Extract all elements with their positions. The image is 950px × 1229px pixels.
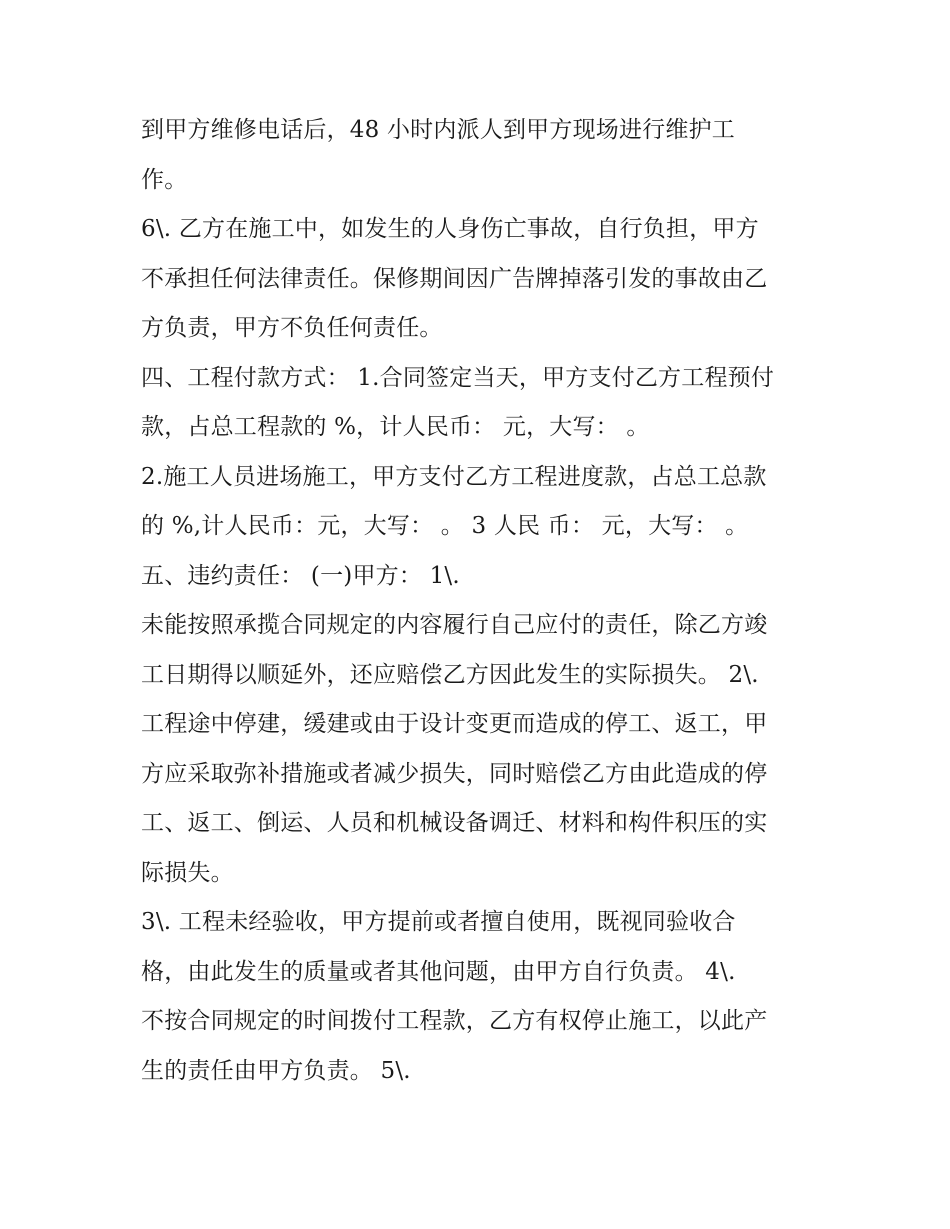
text-line: 方应采取弥补措施或者减少损失，同时赔偿乙方由此造成的停 xyxy=(141,760,768,787)
text-line: 款，占总工程款的 %，计人民币： 元，大写： 。 xyxy=(141,414,650,440)
text-line: 工、返工、倒运、人员和机械设备调迁、材料和构件积压的实 xyxy=(141,810,768,836)
text-line: 四、工程付款方式： 1.合同签定当天，甲方支付乙方工程预付 xyxy=(141,364,775,391)
contract-text xyxy=(141,106,831,1096)
text-line: 不承担任何法律责任。保修期间因广告牌掉落引发的事故由乙 xyxy=(141,265,768,292)
text-line: 到甲方维修电话后，48 小时内派人到甲方现场进行维护工 xyxy=(141,117,735,143)
text-line: 2.施工人员进场施工，甲方支付乙方工程进度款，占总工总款 xyxy=(141,463,767,490)
text-line: 五、违约责任： (一)甲方： 1\. xyxy=(141,562,460,589)
text-line: 工程途中停建，缓建或由于设计变更而造成的停工、返工，甲 xyxy=(141,711,768,737)
text-line: 6\. 乙方在施工中，如发生的人身伤亡事故，自行负担，甲方 xyxy=(141,216,759,242)
text-line: 的 %,计人民币：元，大写： 。 3 人民 币： 元，大写： 。 xyxy=(141,513,749,539)
text-line: 不按合同规定的时间拨付工程款，乙方有权停止施工，以此产 xyxy=(141,1008,768,1034)
text-line: 生的责任由甲方负责。 5\. xyxy=(141,1057,411,1084)
text-line: 方负责，甲方不负任何责任。 xyxy=(141,315,443,341)
text-line: 格，由此发生的质量或者其他问题，由甲方自行负责。 4\. xyxy=(141,958,736,985)
text-line: 工日期得以顺延外，还应赔偿乙方因此发生的实际损失。 2\. xyxy=(141,661,759,688)
text-line: 际损失。 xyxy=(141,859,234,886)
text-line: 作。 xyxy=(141,166,188,193)
text-line: 未能按照承揽合同规定的内容履行自己应付的责任，除乙方竣 xyxy=(141,612,768,638)
text-line: 3\. 工程未经验收，甲方提前或者擅自使用，既视同验收合 xyxy=(141,909,736,935)
